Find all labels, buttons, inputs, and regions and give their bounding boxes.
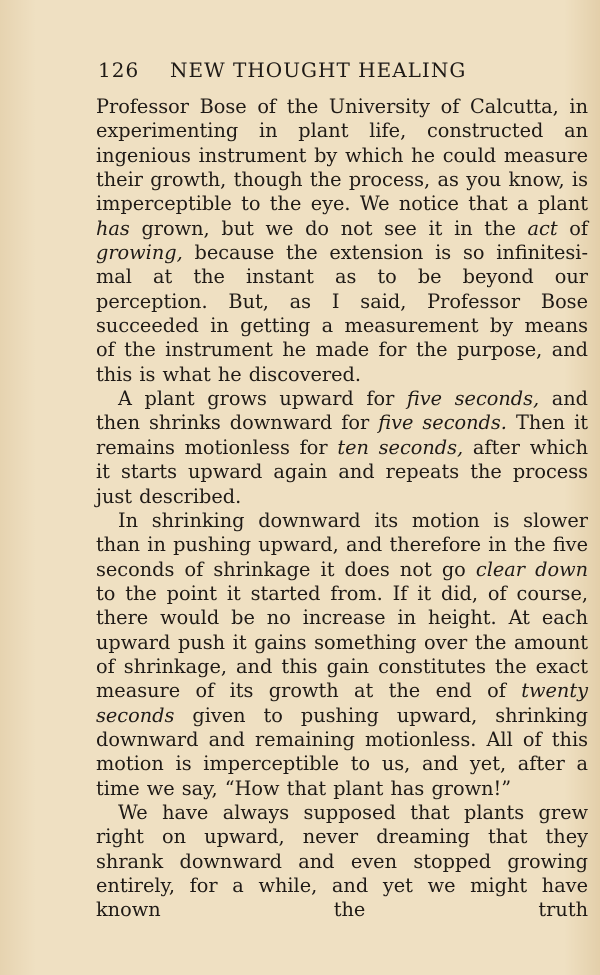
paragraph <box>96 387 588 509</box>
text-run: of <box>557 216 588 240</box>
paragraph <box>96 801 588 923</box>
page-number: 126 <box>98 58 140 82</box>
italic-run: five seconds. <box>378 411 507 435</box>
text-run: Professor Bose of the University of Calcutta, in experimenting in plant life, constructed an ingenious instrument by which he could measure their growth, though the process, as you know, is imperceptible to the eye. We notice that a plant <box>96 95 588 216</box>
italic-run: act <box>527 216 558 240</box>
italic-run: five seconds, <box>406 387 540 411</box>
italic-run: ten seconds, <box>337 435 464 459</box>
text-run: because the extension is so infinitesimal at the instant as to be beyond our perception. But, as I said, Professor Bose succeeded in getting a measurement by means of the instrument he made for the purpose, and this is what he discovered. <box>96 241 588 386</box>
italic-run: growing, <box>96 241 183 265</box>
text-run: We have always supposed that plants grew right on upward, never dreaming that they shrank downward and even stopped growing entirely, for a while, and yet we might have known the truth <box>96 800 588 922</box>
running-title: NEW THOUGHT HEALING <box>170 58 467 82</box>
text-run: In shrinking downward its motion is slower than in pushing upward, and therefore in the five seconds of shrinkage it does not go <box>96 508 588 581</box>
text-run: to the point it started from. If it did, of course, there would be no increase in height. At each upward push it gains something over the amount of shrinkage, and this gain constitutes the exact measure of its growth at the end of <box>96 581 588 703</box>
italic-run: clear down <box>475 557 588 581</box>
text-run: A plant grows upward for <box>118 387 407 411</box>
text-run: after which it starts upward again and repeats the process just described. <box>96 435 589 508</box>
text-run: grown, but we do not see it in the <box>129 216 528 240</box>
paragraph <box>96 95 588 387</box>
text-run: given to pushing upward, shrinking downward and remaining motionless. All of this motion is imperceptible to us, and yet, after a time we say, “How that plant has grown!” <box>96 703 588 800</box>
italic-run: twenty seconds <box>96 679 588 727</box>
text-run: and then shrinks downward for <box>96 387 588 435</box>
running-header <box>98 58 588 82</box>
text-run: Then it remains motionless for <box>96 411 589 459</box>
body-text <box>96 95 588 923</box>
paragraph <box>96 509 588 801</box>
italic-run: has <box>96 216 130 240</box>
